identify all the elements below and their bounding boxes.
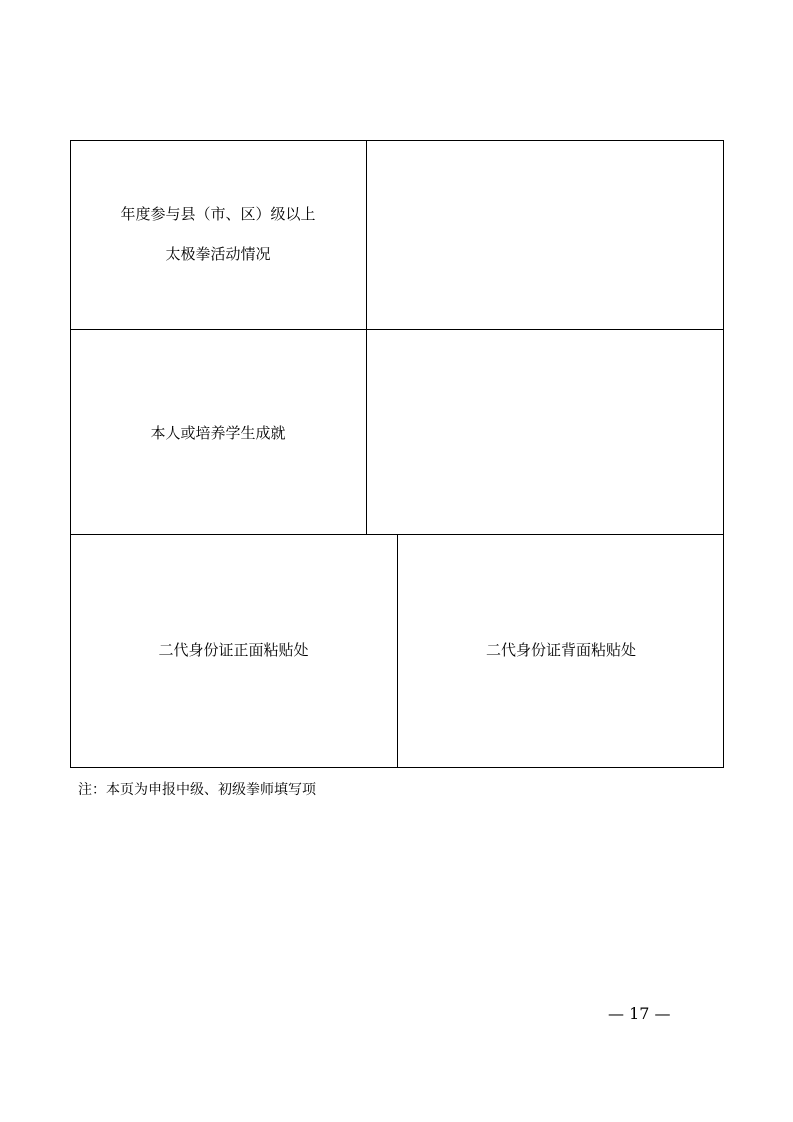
id-back-paste-label: 二代身份证背面粘贴处 bbox=[485, 641, 636, 659]
activity-entry-area[interactable] bbox=[367, 141, 723, 329]
id-front-paste-label: 二代身份证正面粘贴处 bbox=[158, 641, 309, 659]
achievement-label: 本人或培养学生成就 bbox=[150, 424, 286, 442]
activity-label-line2: 太极拳活动情况 bbox=[165, 245, 271, 263]
activity-label-line1: 年度参与县（市、区）级以上 bbox=[120, 205, 316, 223]
footnote: 注：本页为申报中级、初级拳师填写项 bbox=[78, 782, 316, 798]
page-number: — 17 — bbox=[608, 1004, 671, 1023]
achievement-entry-area[interactable] bbox=[367, 330, 723, 534]
